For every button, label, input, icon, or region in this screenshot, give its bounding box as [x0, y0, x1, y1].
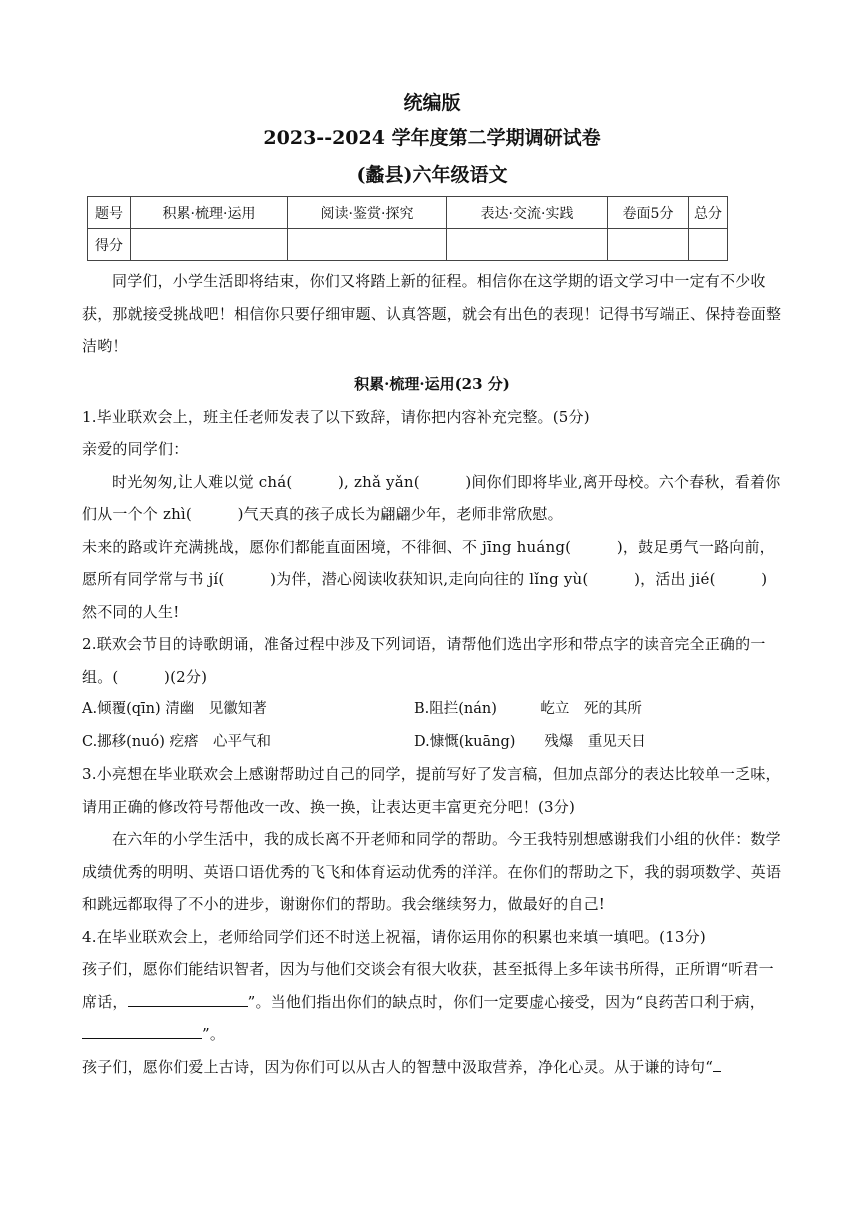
score-cell-label: 题号	[88, 197, 131, 229]
exam-title: 2023--2024 学年度第二学期调研试卷	[263, 127, 601, 149]
q4-blank-2[interactable]	[82, 1022, 202, 1039]
option-a: A.倾覆(qīn) 清幽 见徽知著	[82, 701, 267, 717]
question-4-paragraph-1	[82, 953, 782, 1051]
edition-title: 统编版	[403, 92, 461, 114]
q4-text-a: 孩子们，愿你们能结识智者，因为与他们交谈会有很大收获，甚至抵得上多年读书所得，正所谓“听君一席话，	[82, 960, 774, 1011]
question-2-options-row-1	[82, 693, 782, 726]
question-2-stem: 2.联欢会节目的诗歌朗诵，准备过程中涉及下列词语，请帮他们选出字形和带点字的读音完全正确的一组。( )(2分)	[82, 635, 766, 686]
exam-page	[82, 88, 782, 1083]
subject-title: (蠡县)六年级语文	[356, 164, 508, 186]
q4-blank-3[interactable]	[713, 1055, 721, 1072]
question-1-salutation: 亲爱的同学们：	[82, 440, 189, 458]
option-b: B.阻拦(nán) 屹立 死的其所	[414, 701, 642, 717]
score-table	[87, 196, 728, 261]
question-2-options-row-2	[82, 726, 782, 759]
question-3-passage: 在六年的小学生活中，我的成长离不开老师和同学的帮助。今王我特别想感谢我们小组的伙伴：数学成绩优秀的明明、英语口语优秀的飞飞和体育运动优秀的洋洋。在你们的帮助之下，我的弱项数学、英语和跳远都取得了不小的进步，谢谢你们的帮助。我会继续努力，做最好的自己!	[82, 830, 782, 913]
score-row-label: 得分	[88, 229, 131, 261]
question-1-paragraph-2: 未来的路或许充满挑战，愿你们都能直面困境，不徘徊、不 jīng huáng( )，鼓足勇气一路向前，愿所有同学常与书 jí( )为伴，潜心阅读收获知识,走向向往的 lǐng yù( )，活出 jié( )然不同的人生!	[82, 537, 775, 621]
score-input-total[interactable]	[689, 229, 728, 261]
q4-text-b: ”。当他们指出你们的缺点时，你们一定要虚心接受，因为“良药苦口利于病，	[247, 992, 765, 1011]
option-d: D.慷慨(kuāng) 残爆 重见天日	[414, 733, 646, 750]
score-cell-neatness: 卷面5分	[608, 197, 689, 229]
score-input-part1[interactable]	[131, 229, 288, 261]
q4-text-c: ”。	[202, 1025, 226, 1043]
intro-paragraph: 同学们，小学生活即将结束，你们又将踏上新的征程。相信你在这学期的语文学习中一定有不少收获，那就接受挑战吧！相信你只要仔细审题、认真答题，就会有出色的表现！记得书写端正、保持卷面整洁哟！	[82, 272, 782, 355]
question-4-paragraph-2	[82, 1051, 782, 1084]
score-cell-total: 总分	[689, 197, 728, 229]
score-cell-part2: 阅读·鉴赏·探究	[288, 197, 447, 229]
score-cell-part1: 积累·梳理·运用	[131, 197, 288, 229]
score-cell-part3: 表达·交流·实践	[447, 197, 608, 229]
question-1-paragraph-1: 时光匆匆,让人难以觉 chá( ), zhǎ yǎn( )间你们即将毕业,离开母校。六个春秋，看着你们从一个个 zhì( )气天真的孩子成长为翩翩少年，老师非常欣慰。	[82, 472, 781, 523]
option-c: C.挪移(nuó) 疙瘩 心平气和	[82, 733, 272, 750]
q4-text-d: 孩子们，愿你们爱上古诗，因为你们可以从古人的智慧中汲取营养，净化心灵。从于谦的诗句“	[82, 1057, 714, 1076]
score-table-score-row	[88, 229, 728, 261]
score-input-part3[interactable]	[447, 229, 608, 261]
question-4-stem: 4.在毕业联欢会上，老师给同学们还不时送上祝福，请你运用你的积累也来填一填吧。(13分)	[82, 927, 706, 946]
question-1-stem: 1.毕业联欢会上，班主任老师发表了以下致辞，请你把内容补充完整。(5分)	[82, 407, 590, 426]
score-table-header-row	[88, 197, 728, 229]
score-input-part2[interactable]	[288, 229, 447, 261]
score-input-neatness[interactable]	[608, 229, 689, 261]
q4-blank-1[interactable]	[128, 990, 248, 1007]
question-3-stem: 3.小亮想在毕业联欢会上感谢帮助过自己的同学，提前写好了发言稿，但加点部分的表达比较单一乏味，请用正确的修改符号帮他改一改、换一换，让表达更丰富更充分吧！(3分)	[82, 765, 781, 816]
section-title: 积累·梳理·运用(23 分)	[354, 374, 510, 393]
